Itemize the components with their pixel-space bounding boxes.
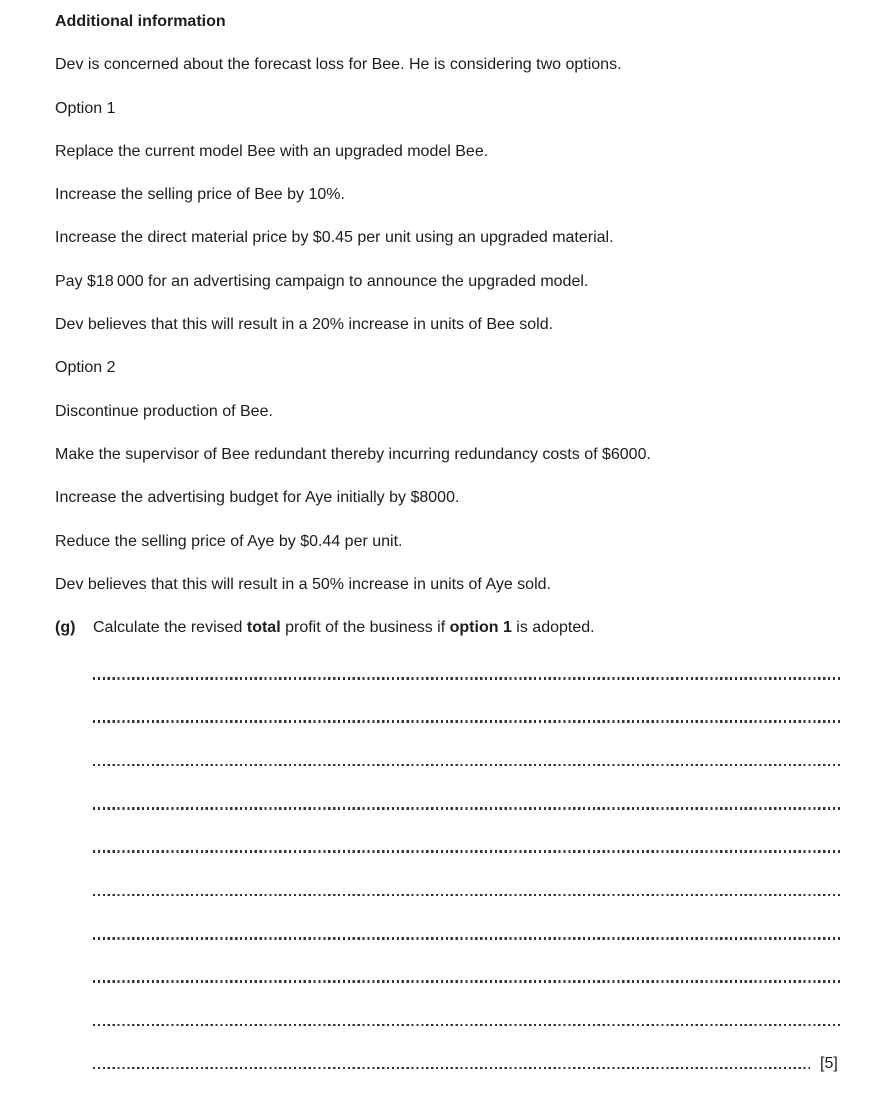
option-1-label: Option 1: [55, 99, 116, 117]
question-text-part: Calculate the revised: [93, 619, 247, 637]
question-g: [55, 618, 843, 638]
dotted-rule: [93, 1067, 810, 1070]
answer-line: [93, 720, 843, 763]
dotted-rule: [93, 980, 841, 983]
answer-line: [93, 850, 843, 893]
answer-area: [93, 677, 843, 1106]
option-1-point-advertising: Pay $18 000 for an advertising campaign to announce the upgraded model.: [55, 272, 589, 290]
option-1-point-units-increase: Dev believes that this will result in a 20% increase in units of Bee sold.: [55, 316, 554, 334]
option-2-point-advertising-budget: Increase the advertising budget for Aye initially by $8000.: [55, 489, 460, 507]
dotted-rule: [93, 1024, 841, 1027]
question-text-part: is adopted.: [511, 619, 595, 637]
option-1-point-selling-price: Increase the selling price of Bee by 10%.: [55, 186, 345, 204]
intro-paragraph: Dev is concerned about the forecast loss for Bee. He is considering two options.: [55, 56, 622, 74]
option-2-point-discontinue: Discontinue production of Bee.: [55, 402, 273, 420]
question-text-bold-option-1: option 1: [449, 619, 512, 637]
question-text-bold-total: total: [246, 619, 281, 637]
answer-line-last: [93, 1054, 843, 1106]
option-2-point-reduce-price: Reduce the selling price of Aye by $0.44 per unit.: [55, 532, 403, 550]
marks-badge: [5]: [820, 1054, 838, 1072]
answer-line: [93, 764, 843, 807]
answer-line: [93, 937, 843, 980]
answer-line: [93, 807, 843, 850]
option-1-point-replace-model: Replace the current model Bee with an upgraded model Bee.: [55, 142, 489, 160]
answer-line: [93, 1024, 843, 1067]
dotted-rule: [93, 850, 841, 853]
dotted-rule: [93, 764, 841, 767]
answer-line: [93, 980, 843, 1023]
question-text-part: profit of the business if: [280, 619, 450, 637]
dotted-rule: [93, 677, 841, 680]
answer-line: [93, 677, 843, 720]
dotted-rule: [93, 807, 841, 810]
option-1-point-material-price: Increase the direct material price by $0.45 per unit using an upgraded material.: [55, 229, 614, 247]
option-2-label: Option 2: [55, 359, 116, 377]
dotted-rule: [93, 894, 841, 897]
answer-line: [93, 894, 843, 937]
section-heading: Additional information: [55, 13, 226, 30]
question-text: [93, 618, 595, 638]
dotted-rule: [93, 720, 841, 723]
question-label: (g): [55, 619, 76, 637]
option-2-point-redundancy: Make the supervisor of Bee redundant thereby incurring redundancy costs of $6000.: [55, 445, 651, 463]
option-2-point-units-increase: Dev believes that this will result in a 50% increase in units of Aye sold.: [55, 575, 551, 593]
dotted-rule: [93, 937, 841, 940]
